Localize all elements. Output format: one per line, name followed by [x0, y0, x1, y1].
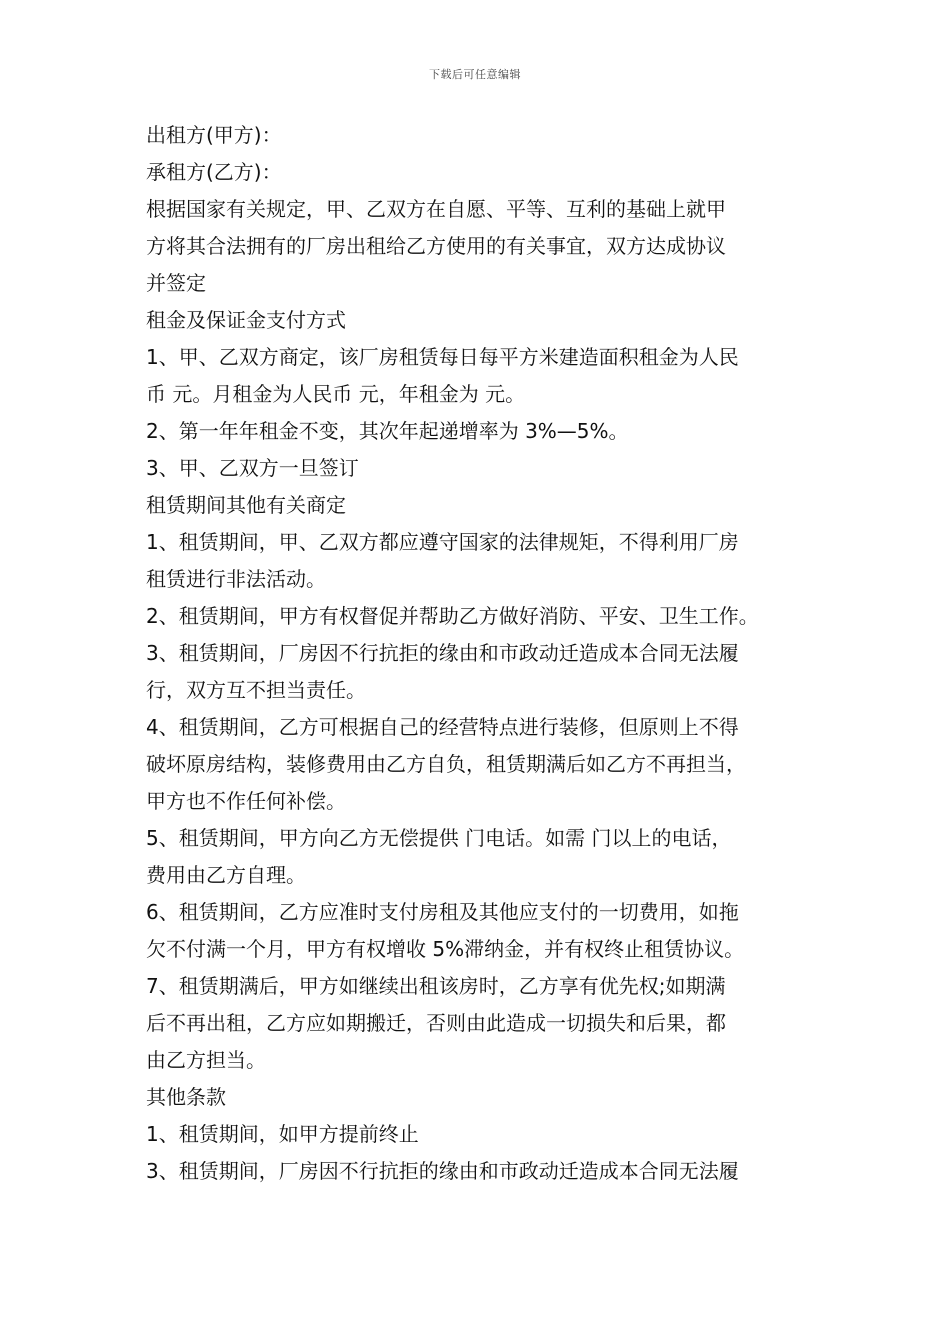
section-heading-other-terms: 其他条款 [146, 1085, 226, 1109]
lessor-line: 出租方(甲方)： [146, 123, 282, 147]
clause-line: 币 元。月租金为人民币 元，年租金为 元。 [146, 382, 526, 406]
clause-line: 1、租赁期间，甲、乙双方都应遵守国家的法律规矩，不得利用厂房 [146, 530, 739, 554]
preamble-line: 方将其合法拥有的厂房出租给乙方使用的有关事宜，双方达成协议 [146, 234, 726, 258]
page-header: 下载后可任意编辑 [429, 68, 521, 81]
clause-line: 5、租赁期间，甲方向乙方无偿提供 门电话。如需 门以上的电话， [146, 826, 732, 850]
section-heading-lease-period: 租赁期间其他有关商定 [146, 493, 346, 517]
clause-line: 3、租赁期间，厂房因不行抗拒的缘由和市政动迁造成本合同无法履 [146, 641, 739, 665]
clause-line: 4、租赁期间，乙方可根据自己的经营特点进行装修，但原则上不得 [146, 715, 739, 739]
document-body [146, 117, 826, 1190]
clause-line: 1、甲、乙双方商定，该厂房租赁每日每平方米建造面积租金为人民 [146, 345, 739, 369]
clause-line: 破坏原房结构，装修费用由乙方自负，租赁期满后如乙方不再担当， [146, 752, 746, 776]
clause-line: 费用由乙方自理。 [146, 863, 306, 887]
clause-line: 7、租赁期满后，甲方如继续出租该房时，乙方享有优先权;如期满 [146, 974, 726, 998]
clause-line: 后不再出租，乙方应如期搬迁，否则由此造成一切损失和后果，都 [146, 1011, 726, 1035]
clause-line: 租赁进行非法活动。 [146, 567, 326, 591]
clause-line: 1、租赁期间，如甲方提前终止 [146, 1122, 419, 1146]
clause-line: 2、第一年年租金不变，其次年起递增率为 3%—5%。 [146, 419, 629, 443]
clause-line: 甲方也不作任何补偿。 [146, 789, 346, 813]
clause-line: 2、租赁期间，甲方有权督促并帮助乙方做好消防、平安、卫生工作。 [146, 604, 759, 628]
preamble-line: 并签定 [146, 271, 206, 295]
clause-line: 欠不付满一个月，甲方有权增收 5%滞纳金，并有权终止租赁协议。 [146, 937, 745, 961]
clause-line: 行，双方互不担当责任。 [146, 678, 366, 702]
lessee-line: 承租方(乙方)： [146, 160, 282, 184]
clause-line: 3、租赁期间，厂房因不行抗拒的缘由和市政动迁造成本合同无法履 [146, 1159, 739, 1183]
clause-line: 由乙方担当。 [146, 1048, 266, 1072]
clause-line: 6、租赁期间，乙方应准时支付房租及其他应支付的一切费用，如拖 [146, 900, 739, 924]
clause-line: 3、甲、乙双方一旦签订 [146, 456, 359, 480]
preamble-line: 根据国家有关规定，甲、乙双方在自愿、平等、互利的基础上就甲 [146, 197, 726, 221]
section-heading-rent: 租金及保证金支付方式 [146, 308, 346, 332]
